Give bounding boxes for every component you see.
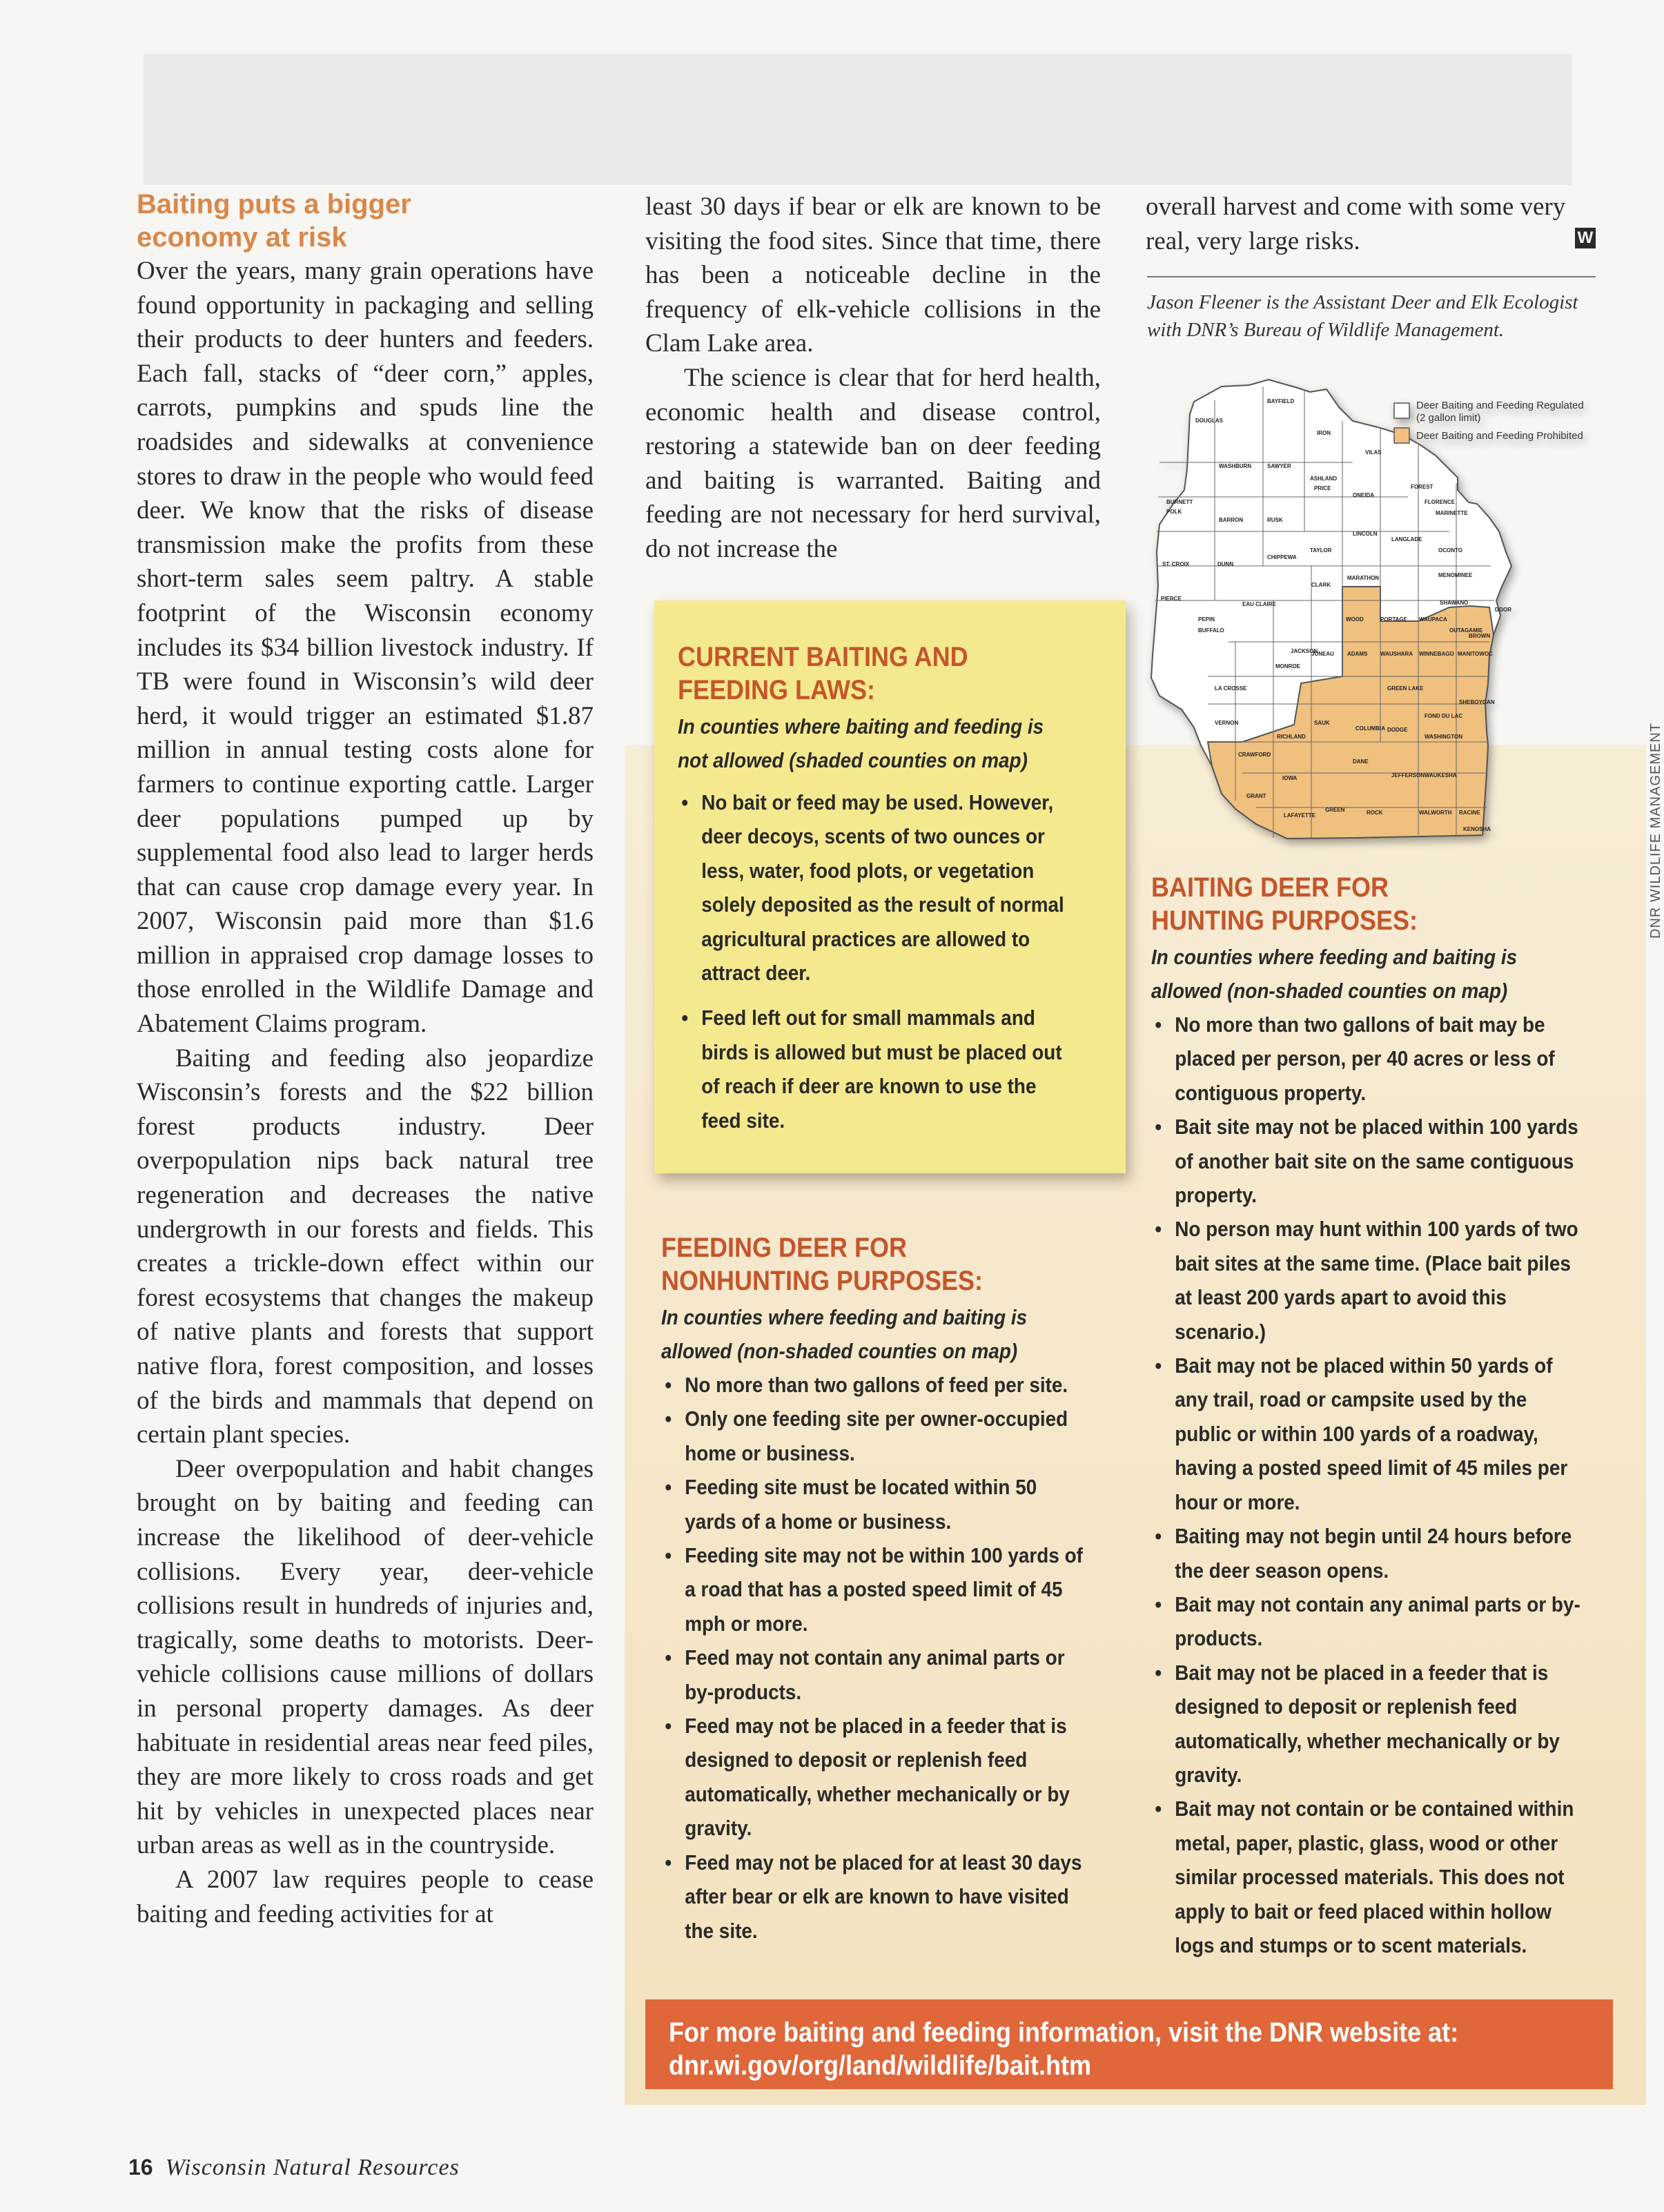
svg-text:RUSK: RUSK: [1267, 517, 1283, 523]
svg-text:WAUPACA: WAUPACA: [1419, 616, 1447, 623]
list-item: • Feed may not be placed in a feeder that is designed to deposit or replenish feed automatically, whether mechanically or by gravity.: [661, 1709, 1090, 1846]
svg-text:MENOMINEE: MENOMINEE: [1438, 572, 1473, 578]
banner-text: For more baiting and feeding information, visit the DNR website at:: [669, 2017, 1459, 2048]
list-item: • Bait may not be placed in a feeder that is designed to deposit or replenish feed automatically, whether mechanically or by gravity.: [1151, 1656, 1586, 1792]
svg-text:ADAMS: ADAMS: [1347, 651, 1368, 657]
top-shade-band: [144, 54, 1572, 185]
baiting-hunting-list: [1151, 1008, 1586, 1962]
svg-text:DOOR: DOOR: [1495, 607, 1511, 613]
svg-text:RACINE: RACINE: [1459, 810, 1480, 816]
svg-text:RICHLAND: RICHLAND: [1277, 734, 1306, 740]
svg-text:CLARK: CLARK: [1311, 582, 1331, 588]
svg-text:KENOSHA: KENOSHA: [1463, 826, 1491, 832]
byline-divider: [1147, 276, 1596, 277]
svg-text:SHEBOYGAN: SHEBOYGAN: [1459, 699, 1495, 705]
svg-text:MARATHON: MARATHON: [1347, 575, 1380, 581]
feeding-nonhunting-section: [661, 1231, 1130, 1948]
current-laws-box: [654, 600, 1126, 1173]
bait-info-url-link[interactable]: dnr.wi.gov/org/land/wildlife/bait.htm: [669, 2050, 1092, 2081]
svg-text:SAWYER: SAWYER: [1267, 463, 1291, 469]
svg-text:ONEIDA: ONEIDA: [1353, 492, 1375, 498]
svg-text:WAUSHARA: WAUSHARA: [1380, 651, 1413, 657]
svg-text:BUFFALO: BUFFALO: [1198, 627, 1224, 634]
svg-text:PORTAGE: PORTAGE: [1380, 616, 1407, 623]
publication-name: Wisconsin Natural Resources: [165, 2155, 460, 2180]
body-paragraph: least 30 days if bear or elk are known to be visiting the food sites. Since that time, there has been a noticeable decline in the frequency of elk-vehicle collisions in the Clam Lake area.: [645, 193, 1101, 358]
svg-text:CHIPPEWA: CHIPPEWA: [1267, 554, 1297, 560]
column-1-body: [137, 254, 594, 1931]
svg-text:PRICE: PRICE: [1314, 485, 1331, 491]
body-paragraph: overall harvest and come with some very real, very large risks.: [1146, 193, 1566, 255]
body-paragraph: Deer overpopulation and habit changes brought on by baiting and feeding can increase the likelihood of deer-vehicle collisions. Every year, deer-vehicle collisions result in hundreds of injuries and, tragically, some deaths to motorists. Deer-vehicle collisions cause millions of dollars in personal property damages. As deer habituate in residential areas near feed piles, they are more likely to cross roads and get hit by vehicles in unexpected places near urban areas as well as in the countryside.: [137, 1454, 594, 1860]
page-number: 16: [128, 2155, 153, 2180]
legend-label-regulated-limit: (2 gallon limit): [1416, 412, 1481, 424]
svg-text:FOREST: FOREST: [1411, 484, 1433, 490]
current-laws-subtitle: In counties where baiting and feeding is not allowed (shaded counties on map): [678, 714, 1044, 772]
list-item: • No bait or feed may be used. However, deer decoys, scents of two ounces or less, water, food plots, or vegetation solely deposited as the result of normal agricultural practices are allowed to attract deer.: [678, 785, 1075, 990]
svg-text:SHAWANO: SHAWANO: [1440, 600, 1469, 606]
list-item: • Baiting may not begin until 24 hours before the deer season opens.: [1151, 1519, 1586, 1587]
website-banner: [645, 1999, 1613, 2089]
svg-text:MANITOWOC: MANITOWOC: [1458, 651, 1493, 657]
svg-text:LAFAYETTE: LAFAYETTE: [1284, 812, 1315, 819]
baiting-hunting-section: [1151, 871, 1621, 1962]
svg-text:OCONTO: OCONTO: [1438, 547, 1462, 554]
legend-label-prohibited: Deer Baiting and Feeding Prohibited: [1416, 430, 1583, 442]
svg-text:IRON: IRON: [1317, 430, 1331, 436]
svg-text:DANE: DANE: [1353, 758, 1369, 765]
svg-text:PEPIN: PEPIN: [1198, 616, 1215, 623]
current-laws-title: CURRENT BAITING AND FEEDING LAWS:: [678, 642, 968, 705]
svg-text:WASHINGTON: WASHINGTON: [1425, 734, 1462, 740]
baiting-hunting-subtitle: In counties where feeding and baiting is allowed (non-shaded counties on map): [1151, 945, 1518, 1003]
svg-text:DODGE: DODGE: [1387, 727, 1408, 733]
list-item: • No person may hunt within 100 yards of two bait sites at the same time. (Place bait piles at least 200 yards apart to avoid this scenario.): [1151, 1212, 1586, 1349]
svg-text:JEFFERSON: JEFFERSON: [1391, 772, 1425, 779]
map-svg: [1146, 359, 1622, 856]
svg-text:PIERCE: PIERCE: [1161, 596, 1182, 602]
baiting-hunting-title: BAITING DEER FOR HUNTING PURPOSES:: [1151, 872, 1418, 936]
list-item: • Feed left out for small mammals and birds is allowed but must be placed out of reach if deer are known to use the feed site.: [678, 1001, 1075, 1137]
svg-text:IOWA: IOWA: [1282, 775, 1298, 781]
list-item: • Feed may not contain any animal parts or by-products.: [661, 1641, 1090, 1709]
svg-text:BURNETT: BURNETT: [1166, 499, 1193, 505]
map-legend: [1394, 400, 1584, 443]
body-paragraph: A 2007 law requires people to cease baiting and feeding activities for at: [137, 1865, 594, 1928]
column-1: [137, 188, 594, 1931]
svg-text:EAU CLAIRE: EAU CLAIRE: [1242, 601, 1276, 607]
body-paragraph: The science is clear that for herd health, economic health and disease control, restoring a statewide ban on deer feeding and baiting is warranted. Baiting and feeding are not necessary for herd survival, do not increase the: [645, 363, 1101, 563]
list-item: • Feed may not be placed for at least 30 days after bear or elk are known to have visited the site.: [661, 1846, 1090, 1948]
column-3-body: [1146, 190, 1598, 258]
side-photo-credit: DNR WILDLIFE MANAGEMENT: [1648, 722, 1663, 939]
list-item: • Feeding site must be located within 50 yards of a home or business.: [661, 1470, 1090, 1538]
legend-label-regulated: Deer Baiting and Feeding Regulated: [1416, 400, 1584, 411]
svg-text:DOUGLAS: DOUGLAS: [1195, 418, 1223, 424]
svg-text:LINCOLN: LINCOLN: [1353, 531, 1378, 537]
svg-text:JUNEAU: JUNEAU: [1311, 651, 1334, 657]
svg-text:ST. CROIX: ST. CROIX: [1162, 561, 1190, 567]
column-2-body: [645, 190, 1101, 567]
svg-text:WOOD: WOOD: [1346, 616, 1364, 623]
legend-swatch-regulated: [1394, 403, 1409, 418]
list-item: • Bait may not contain any animal parts or by-products.: [1151, 1587, 1586, 1656]
body-paragraph: Baiting and feeding also jeopardize Wisconsin’s forests and the $22 billion forest products industry. Deer overpopulation nips back natural tree regeneration and decreases the native undergrowth in our forests and fields. This creates a trickle-down effect within our forest ecosystems that changes the makeup of native plants and forests that support native flora, forest composition, and losses of the birds and mammals that depend on certain plant species.: [137, 1044, 594, 1449]
end-mark-icon: W: [1575, 228, 1596, 248]
svg-text:BROWN: BROWN: [1469, 633, 1491, 639]
svg-text:MONROE: MONROE: [1275, 663, 1300, 669]
wisconsin-county-map: [1146, 359, 1622, 856]
list-item: • Only one feeding site per owner-occupied home or business.: [661, 1402, 1090, 1470]
svg-text:COLUMBIA: COLUMBIA: [1355, 725, 1386, 732]
svg-text:BAYFIELD: BAYFIELD: [1267, 398, 1295, 404]
svg-text:GREEN LAKE: GREEN LAKE: [1387, 685, 1424, 692]
svg-text:SAUK: SAUK: [1314, 720, 1330, 726]
svg-text:ROCK: ROCK: [1367, 810, 1383, 816]
svg-text:OUTAGAMIE: OUTAGAMIE: [1449, 627, 1483, 634]
svg-text:CRAWFORD: CRAWFORD: [1238, 752, 1271, 758]
svg-text:GRANT: GRANT: [1246, 793, 1266, 799]
svg-text:WASHBURN: WASHBURN: [1219, 463, 1252, 469]
svg-text:BARRON: BARRON: [1219, 517, 1244, 523]
svg-text:LA CROSSE: LA CROSSE: [1215, 685, 1247, 692]
section-heading: Baiting puts a bigger economy at risk: [137, 189, 411, 253]
list-item: • Bait site may not be placed within 100 yards of another bait site on the same contiguous property.: [1151, 1110, 1586, 1212]
svg-text:FLORENCE: FLORENCE: [1425, 499, 1455, 505]
list-item: • Feeding site may not be within 100 yards of a road that has a posted speed limit of 45 mph or more.: [661, 1538, 1090, 1641]
svg-text:TAYLOR: TAYLOR: [1310, 547, 1332, 554]
feeding-nonhunting-list: [661, 1368, 1090, 1948]
feeding-nonhunting-title: FEEDING DEER FOR NONHUNTING PURPOSES:: [661, 1233, 983, 1296]
list-item: • No more than two gallons of feed per site.: [661, 1368, 1090, 1402]
list-item: • Bait may not contain or be contained within metal, paper, plastic, glass, wood or other similar processed materials. This does not apply to bait or feed placed within hollow logs and stumps or to scent materials.: [1151, 1792, 1586, 1962]
feeding-nonhunting-subtitle: In counties where feeding and baiting is allowed (non-shaded counties on map): [661, 1305, 1028, 1363]
svg-text:GREEN: GREEN: [1325, 807, 1345, 813]
svg-text:MARINETTE: MARINETTE: [1436, 510, 1468, 516]
legend-swatch-prohibited: [1394, 428, 1409, 443]
list-item: • No more than two gallons of bait may be placed per person, per 40 acres or less of contiguous property.: [1151, 1008, 1586, 1110]
current-laws-list: [678, 785, 1075, 1137]
page-footer: [128, 2155, 460, 2181]
svg-text:VERNON: VERNON: [1215, 720, 1239, 726]
body-paragraph: Over the years, many grain operations have found opportunity in packaging and selling their products to deer hunters and feeders. Each fall, stacks of “deer corn,” apples, carrots, pumpkins and spuds line the roadsides and sidewalks at convenience stores to draw in the people who would feed deer. We know that the risks of disease transmission make the profits from these short-term sales seem paltry. A stable footprint of the Wisconsin economy includes its $34 billion livestock industry. If TB were found in Wisconsin’s wild deer herd, it would trigger an estimated $1.87 million in annual testing costs alone for farmers to continue exporting cattle. Larger deer populations pumped up by supplemental food also lead to larger herds that can cause crop damage every year. In 2007, Wisconsin paid more than $1.6 million in appraised crop damage losses to those enrolled in the Wildlife Damage and Abatement Claims program.: [137, 257, 594, 1039]
svg-text:WALWORTH: WALWORTH: [1419, 810, 1452, 816]
svg-text:VILAS: VILAS: [1365, 449, 1382, 456]
svg-text:POLK: POLK: [1166, 509, 1182, 515]
svg-text:FOND DU LAC: FOND DU LAC: [1425, 713, 1463, 719]
svg-text:DUNN: DUNN: [1217, 561, 1234, 567]
author-byline: Jason Fleener is the Assistant Deer and Elk Ecologist with DNR’s Bureau of Wildlife Management.: [1147, 291, 1578, 341]
list-item: • Bait may not be placed within 50 yards of any trail, road or campsite used by the public or within 100 yards of a roadway, having a posted speed limit of 45 miles per hour or more.: [1151, 1349, 1586, 1519]
svg-text:WINNEBAGO: WINNEBAGO: [1419, 651, 1454, 657]
svg-text:ASHLAND: ASHLAND: [1310, 476, 1338, 482]
svg-text:WAUKESHA: WAUKESHA: [1425, 772, 1457, 779]
svg-text:LANGLADE: LANGLADE: [1391, 536, 1422, 542]
svg-text:JACKSON: JACKSON: [1291, 648, 1318, 654]
